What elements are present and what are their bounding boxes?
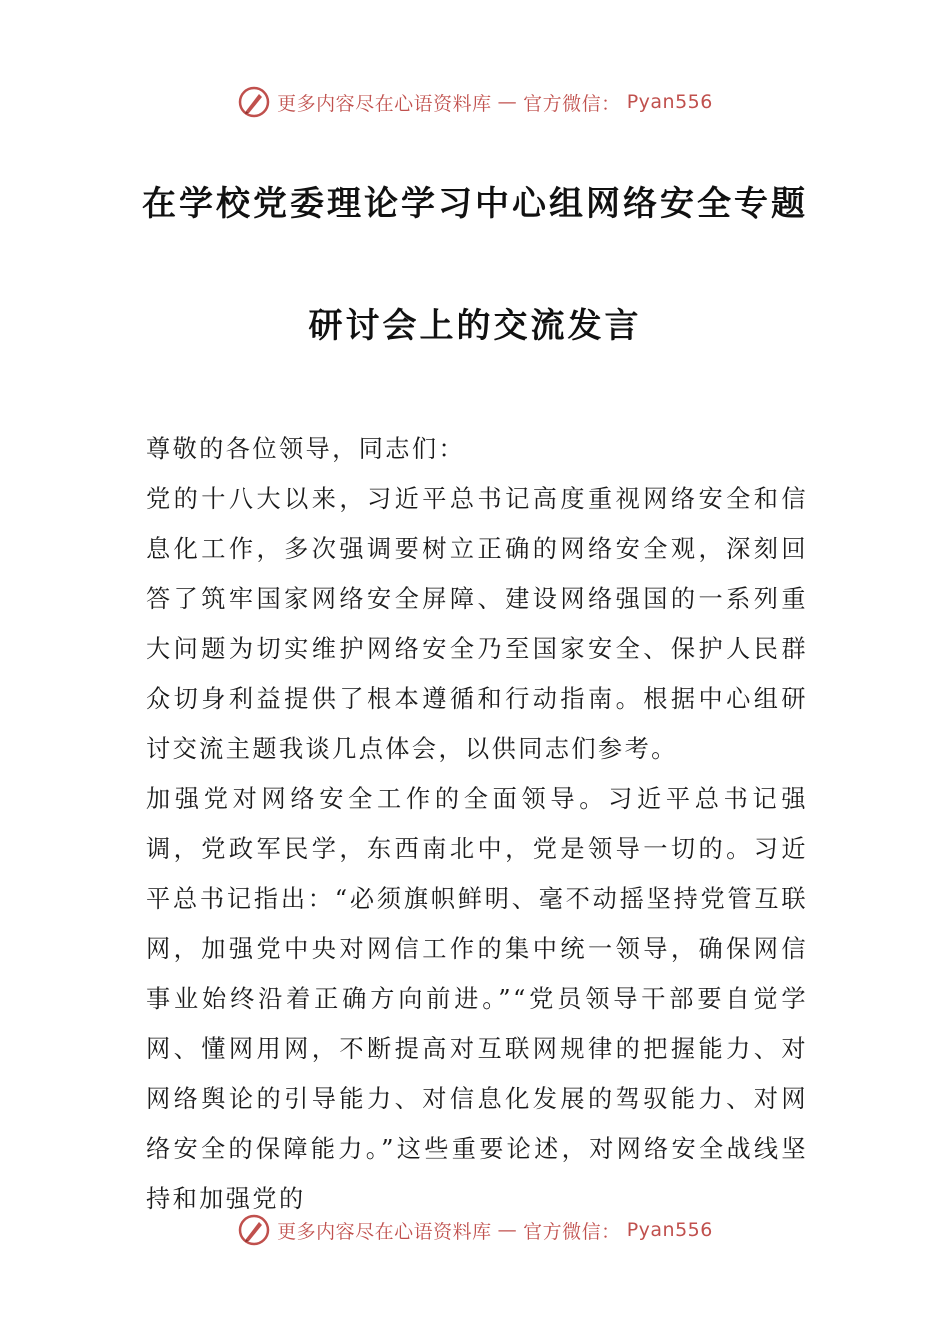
watermark-label: 官方微信： bbox=[523, 92, 621, 115]
watermark-wechat-id: Pyan556 bbox=[626, 1219, 713, 1241]
watermark-brand: 更多内容尽在心语资料库 bbox=[277, 1220, 492, 1243]
watermark-separator: — bbox=[497, 91, 518, 113]
watermark-wechat-id: Pyan556 bbox=[626, 91, 713, 113]
footer-watermark bbox=[0, 1210, 950, 1250]
watermark-brand: 更多内容尽在心语资料库 bbox=[277, 92, 492, 115]
pen-logo-icon bbox=[237, 1213, 271, 1247]
watermark-separator: — bbox=[497, 1219, 518, 1241]
paragraph-2: 加强党对网络安全工作的全面领导。习近平总书记强调，党政军民学，东西南北中，党是领导一切的。习近平总书记指出：“必须旗帜鲜明、毫不动摇坚持党管互联网，加强党中央对网信工作的集中统一领导，确保网信事业始终沿着正确方向前进。”“党员领导干部要自觉学网、懂网用网，不断提高对互联网规律的把握能力、对网络舆论的引导能力、对信息化发展的驾驭能力、对网络安全的保障能力。”这些重要论述，对网络安全战线坚持和加强党的 bbox=[146, 785, 808, 1213]
document-title-line-2: 研讨会上的交流发言 bbox=[308, 306, 642, 346]
document-title-line-1: 在学校党委理论学习中心组网络安全专题 bbox=[142, 184, 808, 224]
header-watermark bbox=[0, 82, 950, 122]
salutation: 尊敬的各位领导，同志们： bbox=[146, 435, 466, 463]
watermark-label: 官方微信： bbox=[523, 1220, 621, 1243]
document-body bbox=[146, 424, 808, 1224]
pen-logo-icon bbox=[237, 85, 271, 119]
paragraph-1: 党的十八大以来，习近平总书记高度重视网络安全和信息化工作，多次强调要树立正确的网络安全观，深刻回答了筑牢国家网络安全屏障、建设网络强国的一系列重大问题为切实维护网络安全乃至国家安全、保护人民群众切身利益提供了根本遵循和行动指南。根据中心组研讨交流主题我谈几点体会，以供同志们参考。 bbox=[146, 485, 808, 763]
